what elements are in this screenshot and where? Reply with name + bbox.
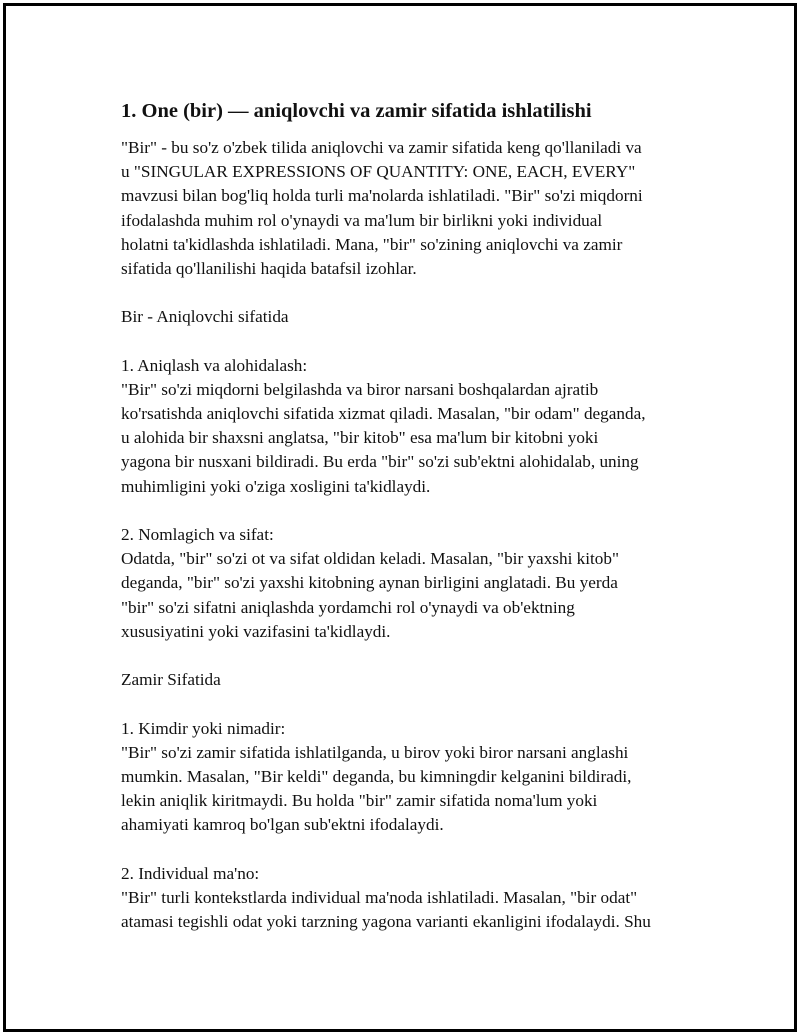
text-line: Odatda, "bir" so'zi ot va sifat oldidan keladi. Masalan, "bir yaxshi kitob" <box>121 549 619 569</box>
page-title: 1. One (bir) — aniqlovchi va zamir sifatida ishlatilishi <box>121 100 592 122</box>
text-line: 1. Kimdir yoki nimadir: <box>121 718 286 738</box>
document-body <box>121 98 701 934</box>
text-line: u alohida bir shaxsni anglatsa, "bir kitob" esa ma'lum bir kitobni yoki <box>121 428 599 448</box>
paragraph-block <box>121 136 701 934</box>
blank-line <box>121 692 701 716</box>
text-line: 2. Individual ma'no: <box>121 863 260 883</box>
blank-line <box>121 330 701 354</box>
text-line: "Bir" so'zi miqdorni belgilashda va biror narsani boshqalardan ajratib <box>121 379 599 399</box>
text-line: mavzusi bilan bog'liq holda turli ma'nolarda ishlatiladi. "Bir" so'zi miqdorni <box>121 186 643 206</box>
text-line: lekin aniqlik kiritmaydi. Bu holda "bir" zamir sifatida noma'lum yoki <box>121 791 598 811</box>
text-line: 2. Nomlagich va sifat: <box>121 525 274 544</box>
text-line: Zamir Sifatida <box>121 670 221 690</box>
blank-line <box>121 499 701 523</box>
text-line: "Bir" - bu so'z o'zbek tilida aniqlovchi va zamir sifatida keng qo'llaniladi va <box>121 138 642 157</box>
text-line: ko'rsatishda aniqlovchi sifatida xizmat qiladi. Masalan, "bir odam" deganda, <box>121 404 646 424</box>
text-line: muhimligini yoki o'ziga xosligini ta'kidlaydi. <box>121 476 431 496</box>
text-line: holatni ta'kidlashda ishlatiladi. Mana, "bir" so'zining aniqlovchi va zamir <box>121 234 623 254</box>
text-line: "bir" so'zi sifatni aniqlashda yordamchi rol o'ynaydi va ob'ektning <box>121 597 575 617</box>
text-line: yagona bir nusxani bildiradi. Bu erda "bir" so'zi sub'ektni alohidalab, uning <box>121 452 639 472</box>
text-line: xususiyatini yoki vazifasini ta'kidlaydi. <box>121 621 391 641</box>
text-line: sifatida qo'llanilishi haqida batafsil izohlar. <box>121 258 417 278</box>
blank-line <box>121 644 701 668</box>
text-line: deganda, "bir" so'zi yaxshi kitobning aynan birligini anglatadi. Bu yerda <box>121 573 618 593</box>
text-line: atamasi tegishli odat yoki tarzning yagona varianti ekanligini ifodalaydi. Shu <box>121 912 651 931</box>
text-line: mumkin. Masalan, "Bir keldi" deganda, bu kimningdir kelganini bildiradi, <box>121 766 632 786</box>
text-line: "Bir" turli kontekstlarda individual ma'noda ishlatiladi. Masalan, "bir odat" <box>121 887 638 907</box>
blank-line <box>121 837 701 861</box>
text-line: 1. Aniqlash va alohidalash: <box>121 355 308 375</box>
blank-line <box>121 281 701 305</box>
text-line: Bir - Aniqlovchi sifatida <box>121 307 289 327</box>
page-frame <box>3 3 797 1032</box>
text-line: ifodalashda muhim rol o'ynaydi va ma'lum bir birlikni yoki individual <box>121 210 603 230</box>
text-line: u "SINGULAR EXPRESSIONS OF QUANTITY: ONE, EACH, EVERY" <box>121 162 636 182</box>
text-line: "Bir" so'zi zamir sifatida ishlatilganda, u birov yoki biror narsani anglashi <box>121 742 629 762</box>
text-line: ahamiyati kamroq bo'lgan sub'ektni ifodalaydi. <box>121 815 444 835</box>
